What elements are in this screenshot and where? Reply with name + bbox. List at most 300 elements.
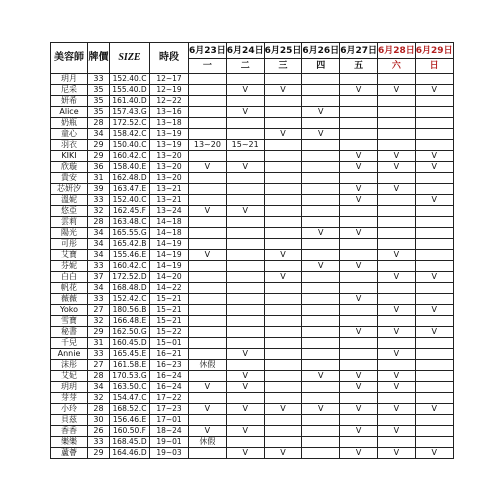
schedule-cell [189, 74, 227, 85]
schedule-cell [415, 107, 453, 118]
therapist-name: 艾寶 [51, 250, 88, 261]
size-cell: 154.47.C [110, 393, 150, 404]
schedule-cell [415, 283, 453, 294]
price-cell: 32 [88, 206, 110, 217]
schedule-cell [226, 217, 264, 228]
schedule-cell [415, 74, 453, 85]
schedule-cell [302, 74, 340, 85]
schedule-cell [226, 173, 264, 184]
schedule-cell: V [377, 349, 415, 360]
price-cell: 31 [88, 173, 110, 184]
therapist-name: 沫彤 [51, 360, 88, 371]
schedule-cell [189, 239, 227, 250]
schedule-cell [302, 217, 340, 228]
schedule-cell [264, 382, 302, 393]
schedule-cell [415, 206, 453, 217]
schedule-cell [189, 118, 227, 129]
therapist-name: 白白 [51, 272, 88, 283]
schedule-cell [189, 129, 227, 140]
schedule-cell: V [415, 272, 453, 283]
price-cell: 33 [88, 294, 110, 305]
size-cell: 161.58.E [110, 360, 150, 371]
schedule-cell [226, 74, 264, 85]
schedule-cell [340, 393, 378, 404]
schedule-cell [340, 140, 378, 151]
price-cell: 27 [88, 360, 110, 371]
table-row [51, 283, 454, 294]
schedule-cell: V [340, 404, 378, 415]
schedule-cell [264, 294, 302, 305]
therapist-name: 可彤 [51, 239, 88, 250]
schedule-cell: V [264, 250, 302, 261]
schedule-cell [340, 437, 378, 448]
therapist-name: 帆花 [51, 283, 88, 294]
therapist-name: 艾妃 [51, 371, 88, 382]
schedule-cell [264, 151, 302, 162]
schedule-cell [377, 96, 415, 107]
table-row [51, 140, 454, 151]
table-row [51, 162, 454, 173]
price-cell: 28 [88, 217, 110, 228]
table-row [51, 250, 454, 261]
therapist-name: 芯妍汐 [51, 184, 88, 195]
size-cell: 162.48.D [110, 173, 150, 184]
price-cell: 32 [88, 393, 110, 404]
schedule-cell [264, 316, 302, 327]
schedule-cell [226, 239, 264, 250]
schedule-cell: V [377, 404, 415, 415]
schedule-cell: V [377, 151, 415, 162]
schedule-cell [302, 184, 340, 195]
price-cell: 34 [88, 129, 110, 140]
schedule-cell [264, 261, 302, 272]
schedule-cell: V [415, 162, 453, 173]
table-row [51, 228, 454, 239]
therapist-name: KIKI [51, 151, 88, 162]
therapist-name: 樂樂 [51, 437, 88, 448]
schedule-cell: V [264, 404, 302, 415]
time-slot-cell: 13~19 [150, 140, 189, 151]
size-cell: 161.40.D [110, 96, 150, 107]
schedule-cell: V [264, 272, 302, 283]
schedule-cell [189, 217, 227, 228]
schedule-cell [377, 195, 415, 206]
schedule-cell [189, 349, 227, 360]
schedule-cell [264, 184, 302, 195]
schedule-cell: V [264, 129, 302, 140]
schedule-cell [340, 316, 378, 327]
time-slot-cell: 19~01 [150, 437, 189, 448]
schedule-cell [189, 107, 227, 118]
size-cell: 166.48.E [110, 316, 150, 327]
schedule-cell: V [415, 448, 453, 459]
schedule-cell [377, 261, 415, 272]
schedule-cell [340, 118, 378, 129]
schedule-cell: V [340, 371, 378, 382]
schedule-cell: V [226, 206, 264, 217]
table-row [51, 261, 454, 272]
schedule-cell: V [377, 184, 415, 195]
time-slot-cell: 14~19 [150, 261, 189, 272]
price-cell: 34 [88, 283, 110, 294]
time-slot-cell: 13~16 [150, 107, 189, 118]
therapist-name: 香香 [51, 426, 88, 437]
schedule-cell [302, 162, 340, 173]
schedule-cell: V [340, 448, 378, 459]
table-row [51, 338, 454, 349]
schedule-cell [302, 272, 340, 283]
schedule-cell [377, 129, 415, 140]
schedule-cell [340, 217, 378, 228]
schedule-cell [340, 96, 378, 107]
price-cell: 34 [88, 228, 110, 239]
schedule-cell: V [226, 382, 264, 393]
schedule-cell [377, 118, 415, 129]
schedule-cell [264, 96, 302, 107]
size-cell: 165.42.B [110, 239, 150, 250]
table-row [51, 239, 454, 250]
schedule-cell: V [377, 272, 415, 283]
table-row [51, 448, 454, 459]
table-row [51, 217, 454, 228]
time-slot-cell: 14~22 [150, 283, 189, 294]
weekday-header: 二 [226, 59, 264, 74]
schedule-cell [415, 184, 453, 195]
table-row [51, 327, 454, 338]
schedule-cell [302, 360, 340, 371]
size-cell: 160.45.D [110, 338, 150, 349]
schedule-cell [226, 195, 264, 206]
schedule-cell [189, 96, 227, 107]
weekday-header: 三 [264, 59, 302, 74]
size-cell: 158.40.E [110, 162, 150, 173]
schedule-cell [226, 283, 264, 294]
schedule-cell [415, 261, 453, 272]
table-row [51, 195, 454, 206]
schedule-cell: V [340, 382, 378, 393]
schedule-cell [377, 173, 415, 184]
table-row [51, 118, 454, 129]
schedule-cell: V [340, 294, 378, 305]
table-row [51, 349, 454, 360]
schedule-cell [302, 327, 340, 338]
time-slot-cell: 12~17 [150, 74, 189, 85]
schedule-cell [340, 129, 378, 140]
price-cell: 29 [88, 151, 110, 162]
schedule-cell [415, 129, 453, 140]
schedule-cell [226, 327, 264, 338]
therapist-name: 雪寶 [51, 316, 88, 327]
schedule-cell [226, 151, 264, 162]
schedule-cell [226, 228, 264, 239]
schedule-cell [189, 448, 227, 459]
schedule-cell: V [226, 448, 264, 459]
price-cell: 39 [88, 184, 110, 195]
schedule-cell [415, 426, 453, 437]
schedule-cell: V [302, 404, 340, 415]
schedule-cell [226, 261, 264, 272]
schedule-cell [264, 393, 302, 404]
size-cell: 172.52.C [110, 118, 150, 129]
schedule-cell [415, 437, 453, 448]
schedule-cell: V [415, 327, 453, 338]
price-cell: 26 [88, 426, 110, 437]
schedule-cell: V [415, 404, 453, 415]
table-row [51, 173, 454, 184]
schedule-cell [189, 294, 227, 305]
schedule-cell [264, 206, 302, 217]
table-row [51, 382, 454, 393]
time-slot-cell: 15~21 [150, 294, 189, 305]
schedule-cell [189, 173, 227, 184]
schedule-cell [302, 316, 340, 327]
schedule-cell [189, 316, 227, 327]
time-slot-cell: 14~19 [150, 239, 189, 250]
size-cell: 168.52.C [110, 404, 150, 415]
schedule-cell: V [340, 195, 378, 206]
schedule-cell [226, 272, 264, 283]
price-cell: 29 [88, 140, 110, 151]
schedule-cell [264, 338, 302, 349]
time-slot-cell: 15~01 [150, 338, 189, 349]
schedule-cell [415, 239, 453, 250]
price-cell: 28 [88, 404, 110, 415]
time-slot-cell: 13~20 [150, 173, 189, 184]
schedule-cell [340, 338, 378, 349]
schedule-cell: V [302, 371, 340, 382]
time-slot-cell: 15~22 [150, 327, 189, 338]
time-slot-cell: 14~19 [150, 250, 189, 261]
schedule-cell [415, 250, 453, 261]
schedule-cell: V [377, 85, 415, 96]
schedule-cell: V [226, 85, 264, 96]
price-cell: 30 [88, 415, 110, 426]
schedule-cell [189, 272, 227, 283]
therapist-name: 溫妮 [51, 195, 88, 206]
time-slot-cell: 16~24 [150, 371, 189, 382]
schedule-cell [264, 437, 302, 448]
schedule-cell: V [340, 327, 378, 338]
price-cell: 34 [88, 250, 110, 261]
schedule-cell [340, 272, 378, 283]
schedule-cell: V [226, 349, 264, 360]
time-slot-cell: 17~23 [150, 404, 189, 415]
schedule-cell [302, 85, 340, 96]
schedule-cell [264, 162, 302, 173]
date-header: 6月28日 [377, 43, 415, 59]
schedule-cell [415, 338, 453, 349]
size-cell: 155.46.E [110, 250, 150, 261]
schedule-cell [302, 206, 340, 217]
schedule-cell: V [377, 448, 415, 459]
time-slot-cell: 13~20 [150, 151, 189, 162]
schedule-cell [226, 96, 264, 107]
price-cell: 37 [88, 272, 110, 283]
table-row [51, 360, 454, 371]
schedule-cell: V [189, 206, 227, 217]
price-cell: 34 [88, 239, 110, 250]
schedule-cell [415, 393, 453, 404]
time-slot-cell: 13~24 [150, 206, 189, 217]
date-header: 6月27日 [340, 43, 378, 59]
schedule-cell [226, 129, 264, 140]
schedule-cell: V [377, 371, 415, 382]
schedule-cell [226, 118, 264, 129]
price-cell: 35 [88, 96, 110, 107]
price-cell: 36 [88, 162, 110, 173]
schedule-cell: V [226, 162, 264, 173]
schedule-cell [415, 415, 453, 426]
therapist-name: 貴安 [51, 173, 88, 184]
schedule-cell: V [264, 85, 302, 96]
time-slot-cell: 14~20 [150, 272, 189, 283]
schedule-cell [264, 305, 302, 316]
table-row [51, 96, 454, 107]
schedule-cell [415, 371, 453, 382]
schedule-cell: V [377, 162, 415, 173]
size-cell: 163.47.E [110, 184, 150, 195]
header-size: SIZE [110, 43, 150, 74]
price-cell: 33 [88, 195, 110, 206]
time-slot-cell: 13~21 [150, 184, 189, 195]
schedule-cell [340, 206, 378, 217]
time-slot-cell: 13~19 [150, 129, 189, 140]
size-cell: 168.45.D [110, 437, 150, 448]
schedule-cell [189, 184, 227, 195]
time-slot-cell: 12~22 [150, 96, 189, 107]
schedule-cell: 13~20 [189, 140, 227, 151]
schedule-cell [340, 360, 378, 371]
schedule-cell [264, 195, 302, 206]
schedule-cell [189, 327, 227, 338]
schedule-cell [302, 294, 340, 305]
schedule-cell [302, 415, 340, 426]
schedule-cell [189, 305, 227, 316]
schedule-cell [189, 195, 227, 206]
schedule-cell: V [226, 107, 264, 118]
schedule-body [51, 74, 454, 459]
table-row [51, 371, 454, 382]
schedule-cell: V [302, 107, 340, 118]
schedule-cell [264, 107, 302, 118]
size-cell: 163.48.C [110, 217, 150, 228]
date-header: 6月29日 [415, 43, 453, 59]
size-cell: 152.42.C [110, 294, 150, 305]
price-cell: 33 [88, 261, 110, 272]
schedule-cell [377, 140, 415, 151]
schedule-cell [302, 250, 340, 261]
schedule-cell: V [189, 382, 227, 393]
table-row [51, 404, 454, 415]
schedule-cell: V [340, 426, 378, 437]
therapist-name: 欣璇 [51, 162, 88, 173]
schedule-cell [302, 151, 340, 162]
header-name: 美容師 [51, 43, 88, 74]
schedule-cell [377, 437, 415, 448]
schedule-cell [340, 283, 378, 294]
schedule-cell: V [377, 382, 415, 393]
time-slot-cell: 13~18 [150, 118, 189, 129]
schedule-cell: V [302, 228, 340, 239]
size-cell: 155.40.D [110, 85, 150, 96]
schedule-cell [377, 228, 415, 239]
schedule-cell: V [340, 85, 378, 96]
schedule-cell: V [377, 327, 415, 338]
schedule-cell [377, 316, 415, 327]
header-row [51, 43, 454, 59]
schedule-cell [302, 437, 340, 448]
schedule-cell [264, 217, 302, 228]
schedule-cell: V [415, 195, 453, 206]
schedule-cell [302, 239, 340, 250]
therapist-name: 秘書 [51, 327, 88, 338]
time-slot-cell: 16~21 [150, 349, 189, 360]
therapist-name: 小玲 [51, 404, 88, 415]
price-cell: 32 [88, 316, 110, 327]
time-slot-cell: 19~03 [150, 448, 189, 459]
schedule-cell [340, 173, 378, 184]
schedule-cell [226, 250, 264, 261]
schedule-cell [340, 74, 378, 85]
table-row [51, 415, 454, 426]
price-cell: 33 [88, 349, 110, 360]
schedule-cell [415, 217, 453, 228]
size-cell: 152.40.C [110, 195, 150, 206]
price-cell: 33 [88, 437, 110, 448]
therapist-name: 薇薇 [51, 294, 88, 305]
schedule-cell [189, 261, 227, 272]
time-slot-cell: 15~21 [150, 305, 189, 316]
size-cell: 152.40.C [110, 74, 150, 85]
schedule-cell [226, 316, 264, 327]
schedule-cell [415, 360, 453, 371]
schedule-cell [377, 217, 415, 228]
schedule-cell [377, 338, 415, 349]
schedule-cell [264, 239, 302, 250]
schedule-cell [264, 74, 302, 85]
therapist-name: 芽芽 [51, 393, 88, 404]
schedule-cell: V [189, 404, 227, 415]
schedule-cell [415, 316, 453, 327]
schedule-cell [226, 184, 264, 195]
table-row [51, 74, 454, 85]
time-slot-cell: 12~19 [150, 85, 189, 96]
time-slot-cell: 13~21 [150, 195, 189, 206]
size-cell: 180.56.B [110, 305, 150, 316]
schedule-cell [340, 415, 378, 426]
schedule-cell [264, 327, 302, 338]
price-cell: 27 [88, 305, 110, 316]
schedule-cell [226, 294, 264, 305]
schedule-cell: V [377, 305, 415, 316]
schedule-cell [302, 118, 340, 129]
schedule-cell: V [226, 426, 264, 437]
price-cell: 33 [88, 74, 110, 85]
schedule-cell [415, 382, 453, 393]
price-cell: 29 [88, 327, 110, 338]
schedule-cell: V [377, 250, 415, 261]
therapist-name: Annie [51, 349, 88, 360]
header-price: 牌價 [88, 43, 110, 74]
schedule-cell: V [415, 85, 453, 96]
size-cell: 160.42.C [110, 261, 150, 272]
size-cell: 163.50.C [110, 382, 150, 393]
time-slot-cell: 17~22 [150, 393, 189, 404]
therapist-name: 奶瓶 [51, 118, 88, 129]
schedule-cell [302, 173, 340, 184]
schedule-cell: V [302, 129, 340, 140]
table-row [51, 426, 454, 437]
